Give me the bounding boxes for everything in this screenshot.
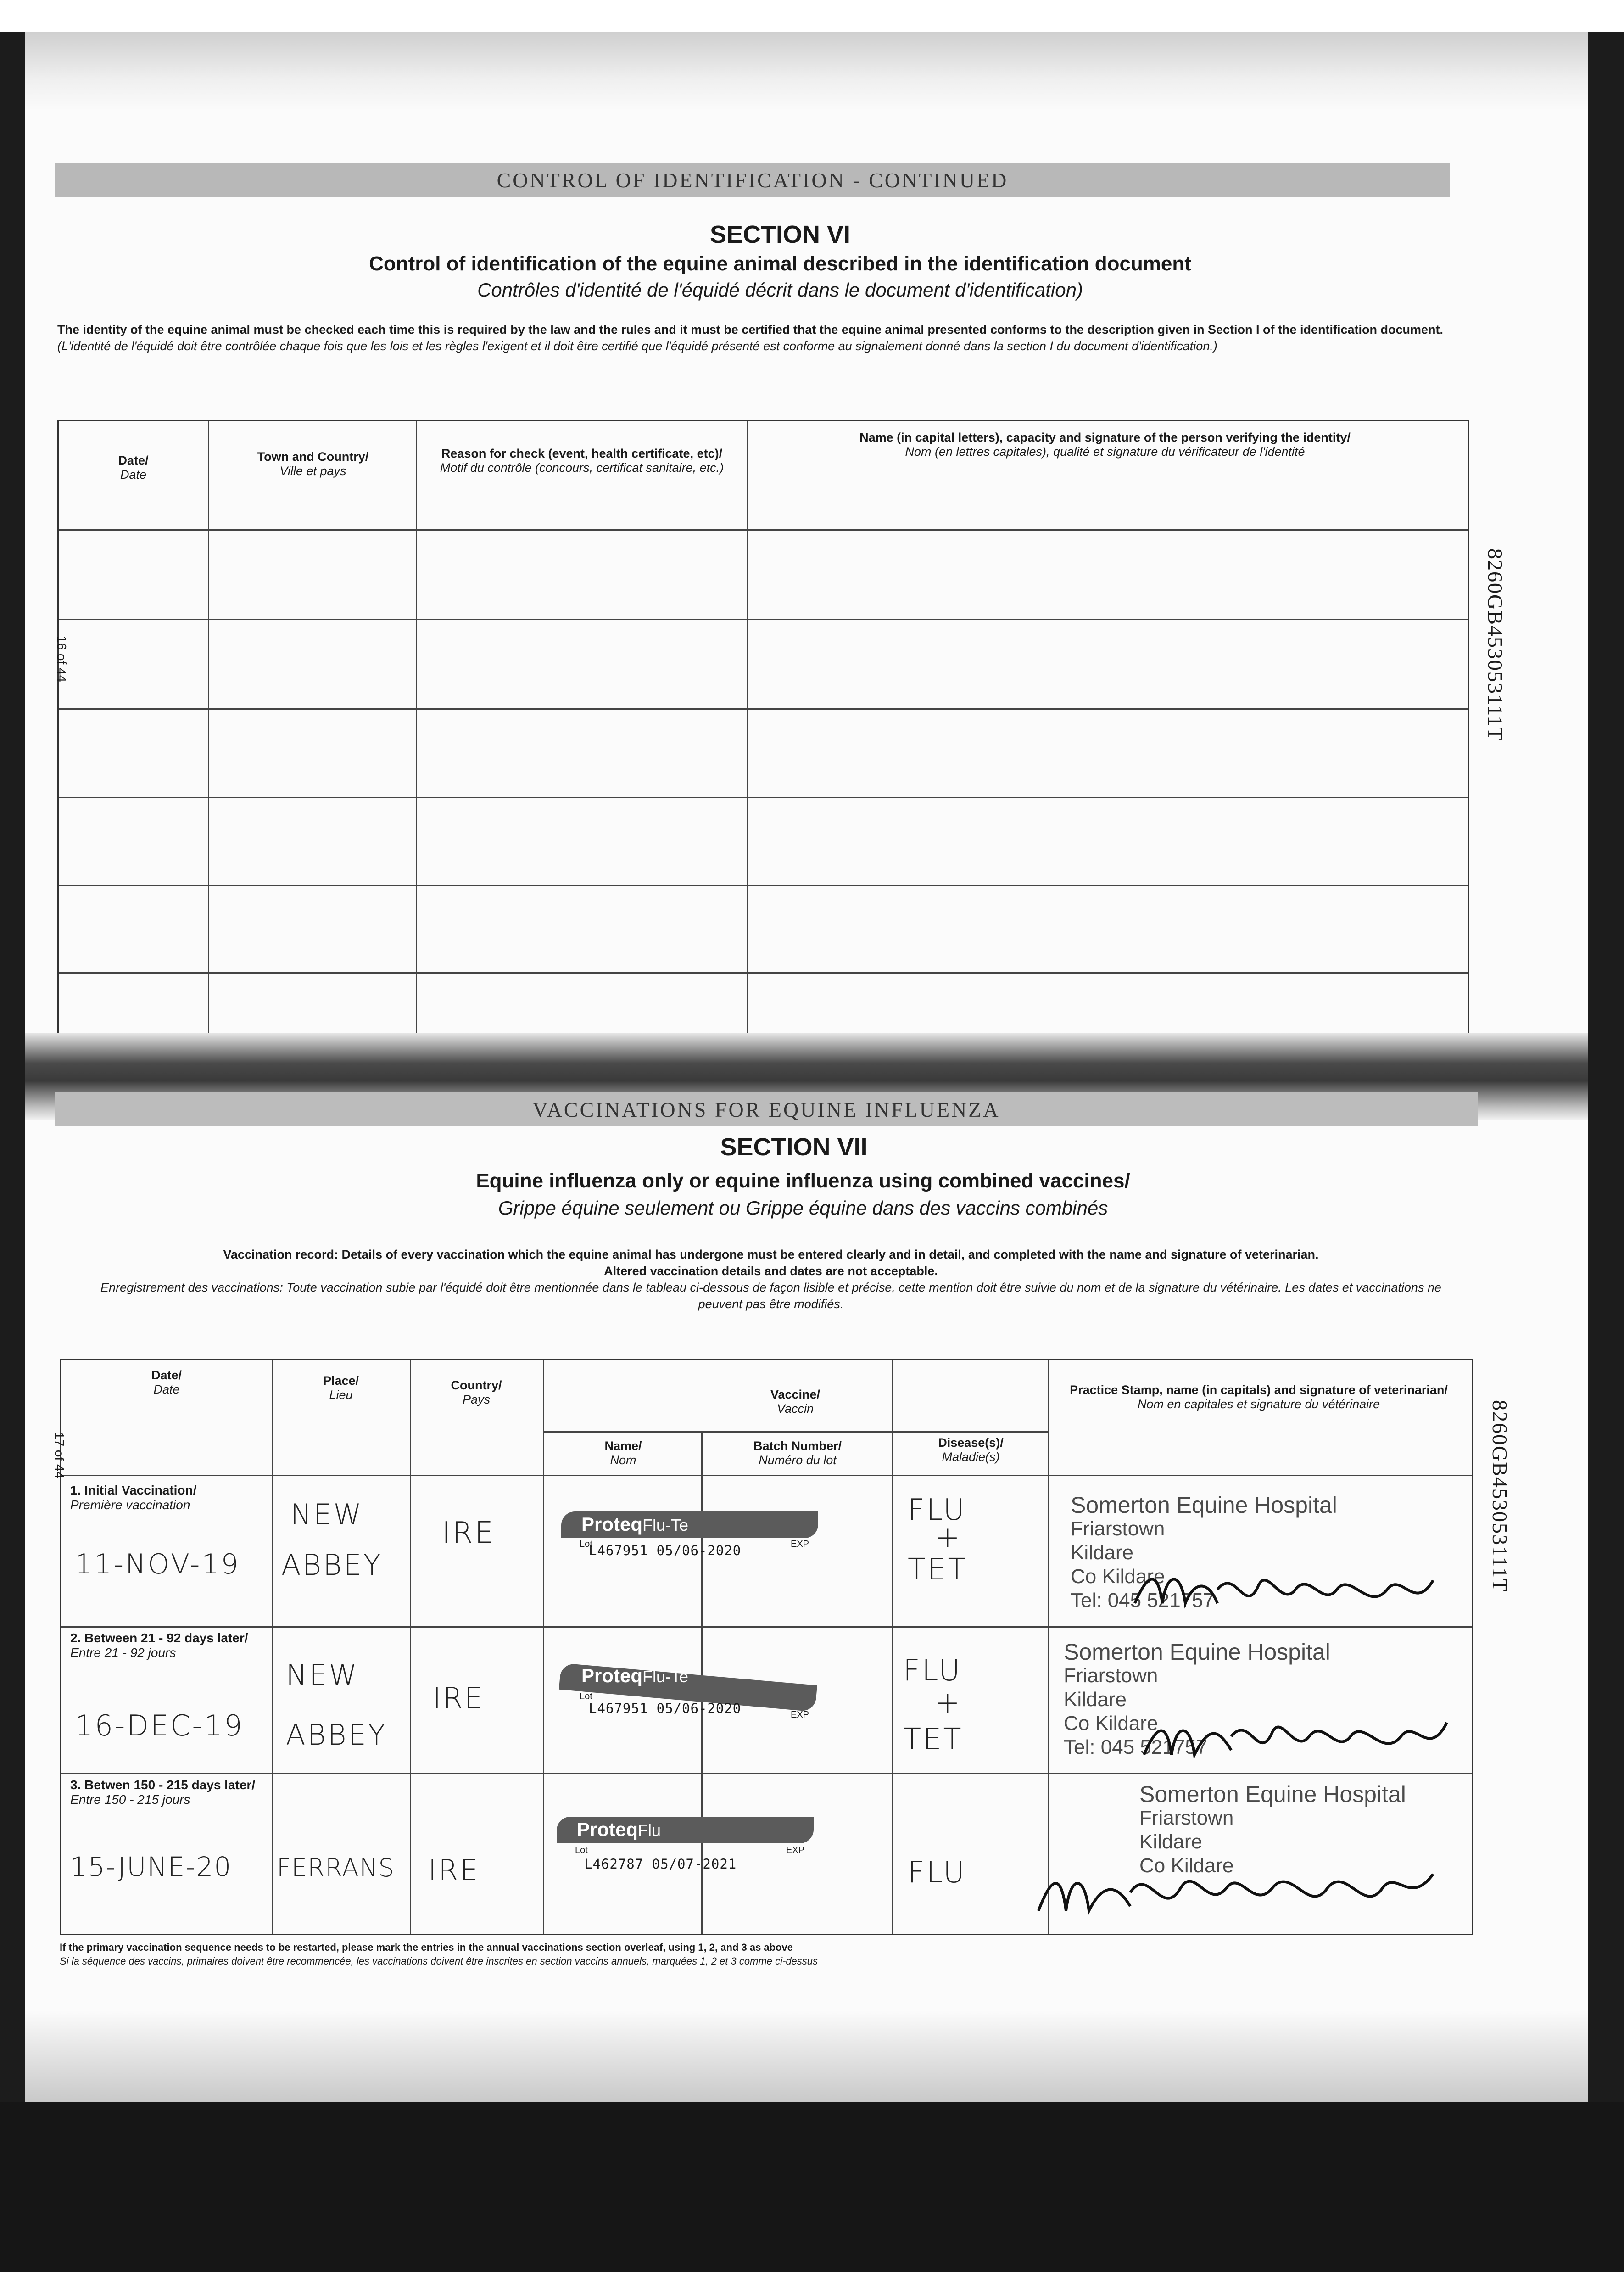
vacc-header-vaccine: Vaccine/ Vaccin (770, 1388, 820, 1416)
side-code-upper: 8260GB453053111T (1484, 549, 1507, 741)
section7-intro (78, 1246, 1464, 1312)
vacc-header-country: Country/ Pays (451, 1378, 502, 1406)
section6-title: SECTION VI (709, 221, 851, 248)
row3-vaccine-name: ProteqFlu (577, 1819, 661, 1840)
row1-vet-signature (1130, 1562, 1451, 1622)
row3-vet-signature (1034, 1860, 1447, 1925)
row2-country: IRE (433, 1681, 485, 1715)
row3-date: 15-JUNE-20 (70, 1851, 232, 1882)
col-header-date: Date/ Date (118, 453, 149, 481)
scan-edge-bottom (0, 2272, 1624, 2295)
section6-heading-en: Control of identification of the equine animal described in the identification document (369, 252, 1191, 275)
section6-banner (55, 163, 1450, 197)
side-code-lower: 8260GB453053111T (1488, 1400, 1512, 1593)
vacc-header-batch: Batch Number/ Numéro du lot (753, 1439, 842, 1467)
section7-intro-altered: Altered vaccination details and dates are not acceptable. (604, 1264, 938, 1278)
row2-place-line1: NEW (286, 1658, 359, 1692)
scan-frame-top (0, 0, 1624, 32)
row3-country: IRE (428, 1853, 480, 1887)
vacc-header-disease: Disease(s)/ Maladie(s) (938, 1436, 1004, 1464)
page-number-17: 17 of 44 (52, 1432, 67, 1479)
row1-vaccine-sticker: ProteqFlu-Te Lot EXP L467951 05/06-2020 (561, 1511, 818, 1562)
section7-footer-en: If the primary vaccination sequence needs to be restarted, please mark the entries in the annual vaccinations section overleaf, using 1, 2, and 3 as above (60, 1942, 793, 1953)
row3-disease-line1: FLU (908, 1856, 967, 1890)
row1-label: 1. Initial Vaccination/ Première vaccination (70, 1483, 197, 1512)
row1-place-line2: ABBEY (281, 1548, 383, 1582)
section7-heading-en: Equine influenza only or equine influenza using combined vaccines/ (476, 1170, 1130, 1192)
row2-practice-stamp: Somerton Equine Hospital Friarstown Kildare Co Kildare Tel: 045 521757 (1064, 1639, 1330, 1758)
section6-intro (57, 321, 1452, 354)
section7-footer-fr: Si la séquence des vaccins, primaires doivent être recommencée, les vaccinations doivent être inscrites en section vaccins annuels, marquées 1, 2 et 3 comme ci-dessus (60, 1955, 818, 1967)
scan-frame-bottom (0, 2102, 1624, 2295)
row2-batch: L467951 05/06-2020 (589, 1701, 742, 1716)
vaccination-table (60, 1359, 1473, 1935)
row2-disease-line1: FLU (903, 1654, 962, 1688)
vacc-header-date: Date/ Date (151, 1368, 182, 1396)
page-number-16: 16 of 44 (55, 636, 69, 683)
col-header-reason: Reason for check (event, health certificate, etc)/ Motif du contrôle (concours, certificat sanitaire, etc.) (440, 447, 724, 475)
row2-place-line2: ABBEY (286, 1718, 387, 1752)
section7-title: SECTION VII (720, 1133, 868, 1161)
identity-check-table (57, 420, 1469, 1054)
section6-banner-text: CONTROL OF IDENTIFICATION - CONTINUED (497, 168, 1009, 192)
vacc-header-place: Place/ Lieu (323, 1374, 359, 1402)
section7-banner (55, 1092, 1478, 1126)
section7-intro-en: Vaccination record: Details of every vaccination which the equine animal has undergone must be entered clearly and in detail, and completed with the name and signature of veterinarian. (223, 1248, 1319, 1261)
row3-place-line1: FERRANS (277, 1853, 395, 1882)
section6-heading-fr: Contrôles d'identité de l'équidé décrit dans le document d'identification) (477, 279, 1083, 301)
scan-shadow-top (25, 32, 1588, 110)
section6-intro-fr: (L'identité de l'équidé doit être contrôlée chaque fois que les lois et les règles l'exigent et il doit être certifié que l'équidé présenté est conforme au signalement donné dans la section I du document d'identification.) (57, 339, 1217, 353)
row2-disease-line2: + (935, 1686, 962, 1720)
row2-label: 2. Between 21 - 92 days later/ Entre 21 - 92 jours (70, 1631, 248, 1660)
scan-frame-left (0, 32, 25, 2295)
row1-date: 11-NOV-19 (75, 1548, 240, 1580)
row1-disease-line1: FLU (908, 1493, 967, 1527)
vacc-header-practice: Practice Stamp, name (in capitals) and signature of veterinarian/ Nom en capitales et signature du vétérinaire (1070, 1383, 1448, 1411)
row2-vet-signature (1139, 1709, 1461, 1769)
section7-heading-fr: Grippe équine seulement ou Grippe équine dans des vaccins combinés (498, 1197, 1108, 1219)
section7-intro-fr: Enregistrement des vaccinations: Toute vaccination subie par l'équidé doit être mentionnée dans le tableau ci-dessous de façon lisible et précise, cette mention doit être suivie du nom et de la signature du vétérinaire. Les dates et vaccinations ne peuvent pas être modifiés. (100, 1281, 1441, 1311)
row3-vaccine-sticker: ProteqFlu Lot EXP L462787 05/07-2021 (557, 1817, 814, 1867)
row1-vaccine-name: ProteqFlu-Te (581, 1513, 689, 1535)
scan-shadow-bottom (25, 2010, 1588, 2102)
vacc-header-name: Name/ Nom (604, 1439, 642, 1467)
row3-practice-stamp: Somerton Equine Hospital Friarstown Kildare Co Kildare (1139, 1781, 1406, 1877)
row3-batch: L462787 05/07-2021 (584, 1856, 737, 1872)
row2-vaccine-sticker: ProteqFlu-Te Lot EXP L467951 05/06-2020 (561, 1663, 818, 1713)
row1-country: IRE (442, 1516, 495, 1550)
row1-place-line1: NEW (290, 1498, 363, 1531)
col-header-town-country: Town and Country/ Ville et pays (257, 450, 369, 478)
row1-disease-line2: + (935, 1521, 962, 1555)
col-header-verifier: Name (in capital letters), capacity and signature of the person verifying the identity/ Nom (en lettres capitales), qualité et signature du vérificateur de l'identité (859, 431, 1351, 459)
row1-disease-line3: TET (908, 1553, 968, 1587)
row3-label: 3. Betwen 150 - 215 days later/ Entre 150 - 215 jours (70, 1778, 256, 1807)
row1-batch: L467951 05/06-2020 (589, 1543, 742, 1558)
row2-date: 16-DEC-19 (75, 1709, 244, 1742)
section6-intro-en: The identity of the equine animal must be checked each time this is required by the law and the rules and it must be certified that the equine animal presented conforms to the description given in Section I of the identification document. (57, 323, 1444, 336)
row2-vaccine-name: ProteqFlu-Te (581, 1665, 689, 1686)
row2-disease-line3: TET (903, 1723, 963, 1757)
row1-practice-stamp: Somerton Equine Hospital Friarstown Kildare Co Kildare Tel: 045 521757 (1071, 1492, 1337, 1612)
scan-frame-right (1588, 32, 1624, 2295)
section7-footer (60, 1941, 1482, 1968)
section7-banner-text: VACCINATIONS FOR EQUINE INFLUENZA (532, 1097, 1000, 1121)
